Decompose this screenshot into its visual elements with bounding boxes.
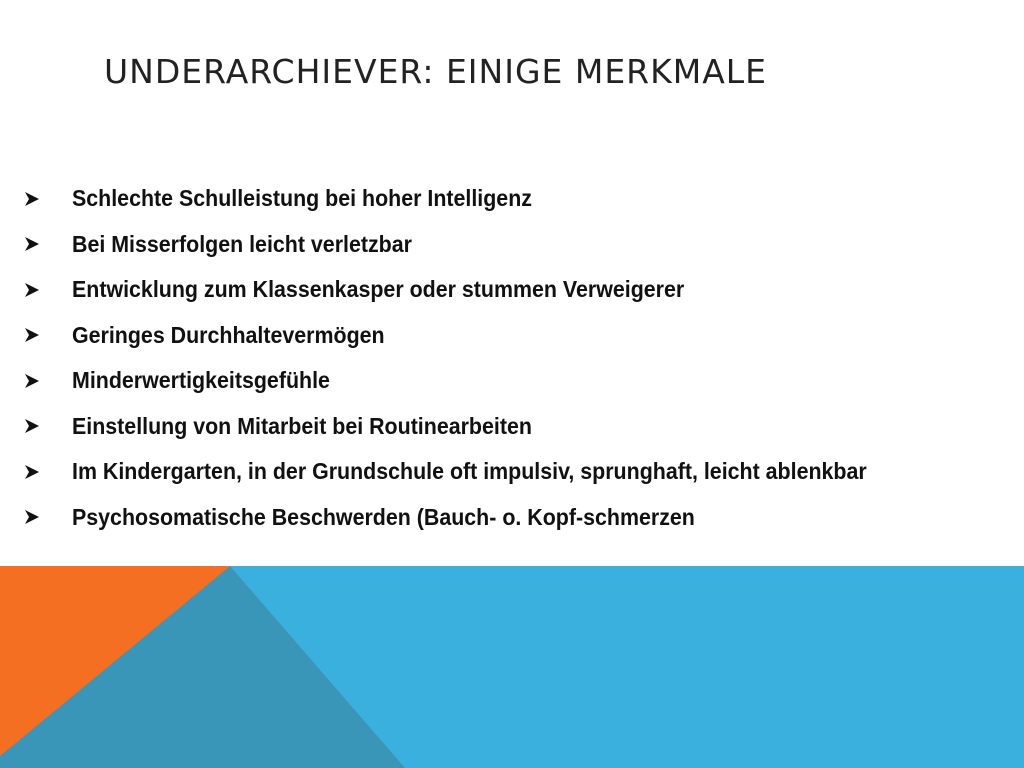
list-item xyxy=(24,404,1014,450)
arrowhead-bullet-icon xyxy=(24,373,72,389)
bullet-text: Entwicklung zum Klassenkasper oder stummen Verweigerer xyxy=(72,276,685,303)
arrowhead-bullet-icon xyxy=(24,191,72,207)
bullet-text: Psychosomatische Beschwerden (Bauch- o. Kopf-schmerzen xyxy=(72,503,695,530)
arrowhead-bullet-icon xyxy=(24,464,72,480)
list-item xyxy=(24,358,1014,404)
list-item xyxy=(24,176,1014,222)
bullet-text: Geringes Durchhaltevermögen xyxy=(72,321,385,348)
arrowhead-bullet-icon xyxy=(24,509,72,525)
arrowhead-bullet-icon xyxy=(24,418,72,434)
bullet-text: Schlechte Schulleistung bei hoher Intelligenz xyxy=(72,185,532,212)
slide-title: UNDERARCHIEVER: EINIGE MERKMALE xyxy=(104,52,768,91)
bullet-text: Einstellung von Mitarbeit bei Routinearbeiten xyxy=(72,412,532,439)
list-item xyxy=(24,495,1014,541)
decorative-footer-banner xyxy=(0,566,1024,768)
bullet-text: Minderwertigkeitsgefühle xyxy=(72,367,330,394)
bullet-text: Bei Misserfolgen leicht verletzbar xyxy=(72,230,412,257)
arrowhead-bullet-icon xyxy=(24,236,72,252)
list-item xyxy=(24,222,1014,268)
list-item xyxy=(24,267,1014,313)
list-item xyxy=(24,449,1014,495)
arrowhead-bullet-icon xyxy=(24,282,72,298)
bullet-text: Im Kindergarten, in der Grundschule oft impulsiv, sprunghaft, leicht ablenkbar xyxy=(72,458,867,485)
arrowhead-bullet-icon xyxy=(24,327,72,343)
bullet-list xyxy=(24,176,1014,540)
list-item xyxy=(24,313,1014,359)
